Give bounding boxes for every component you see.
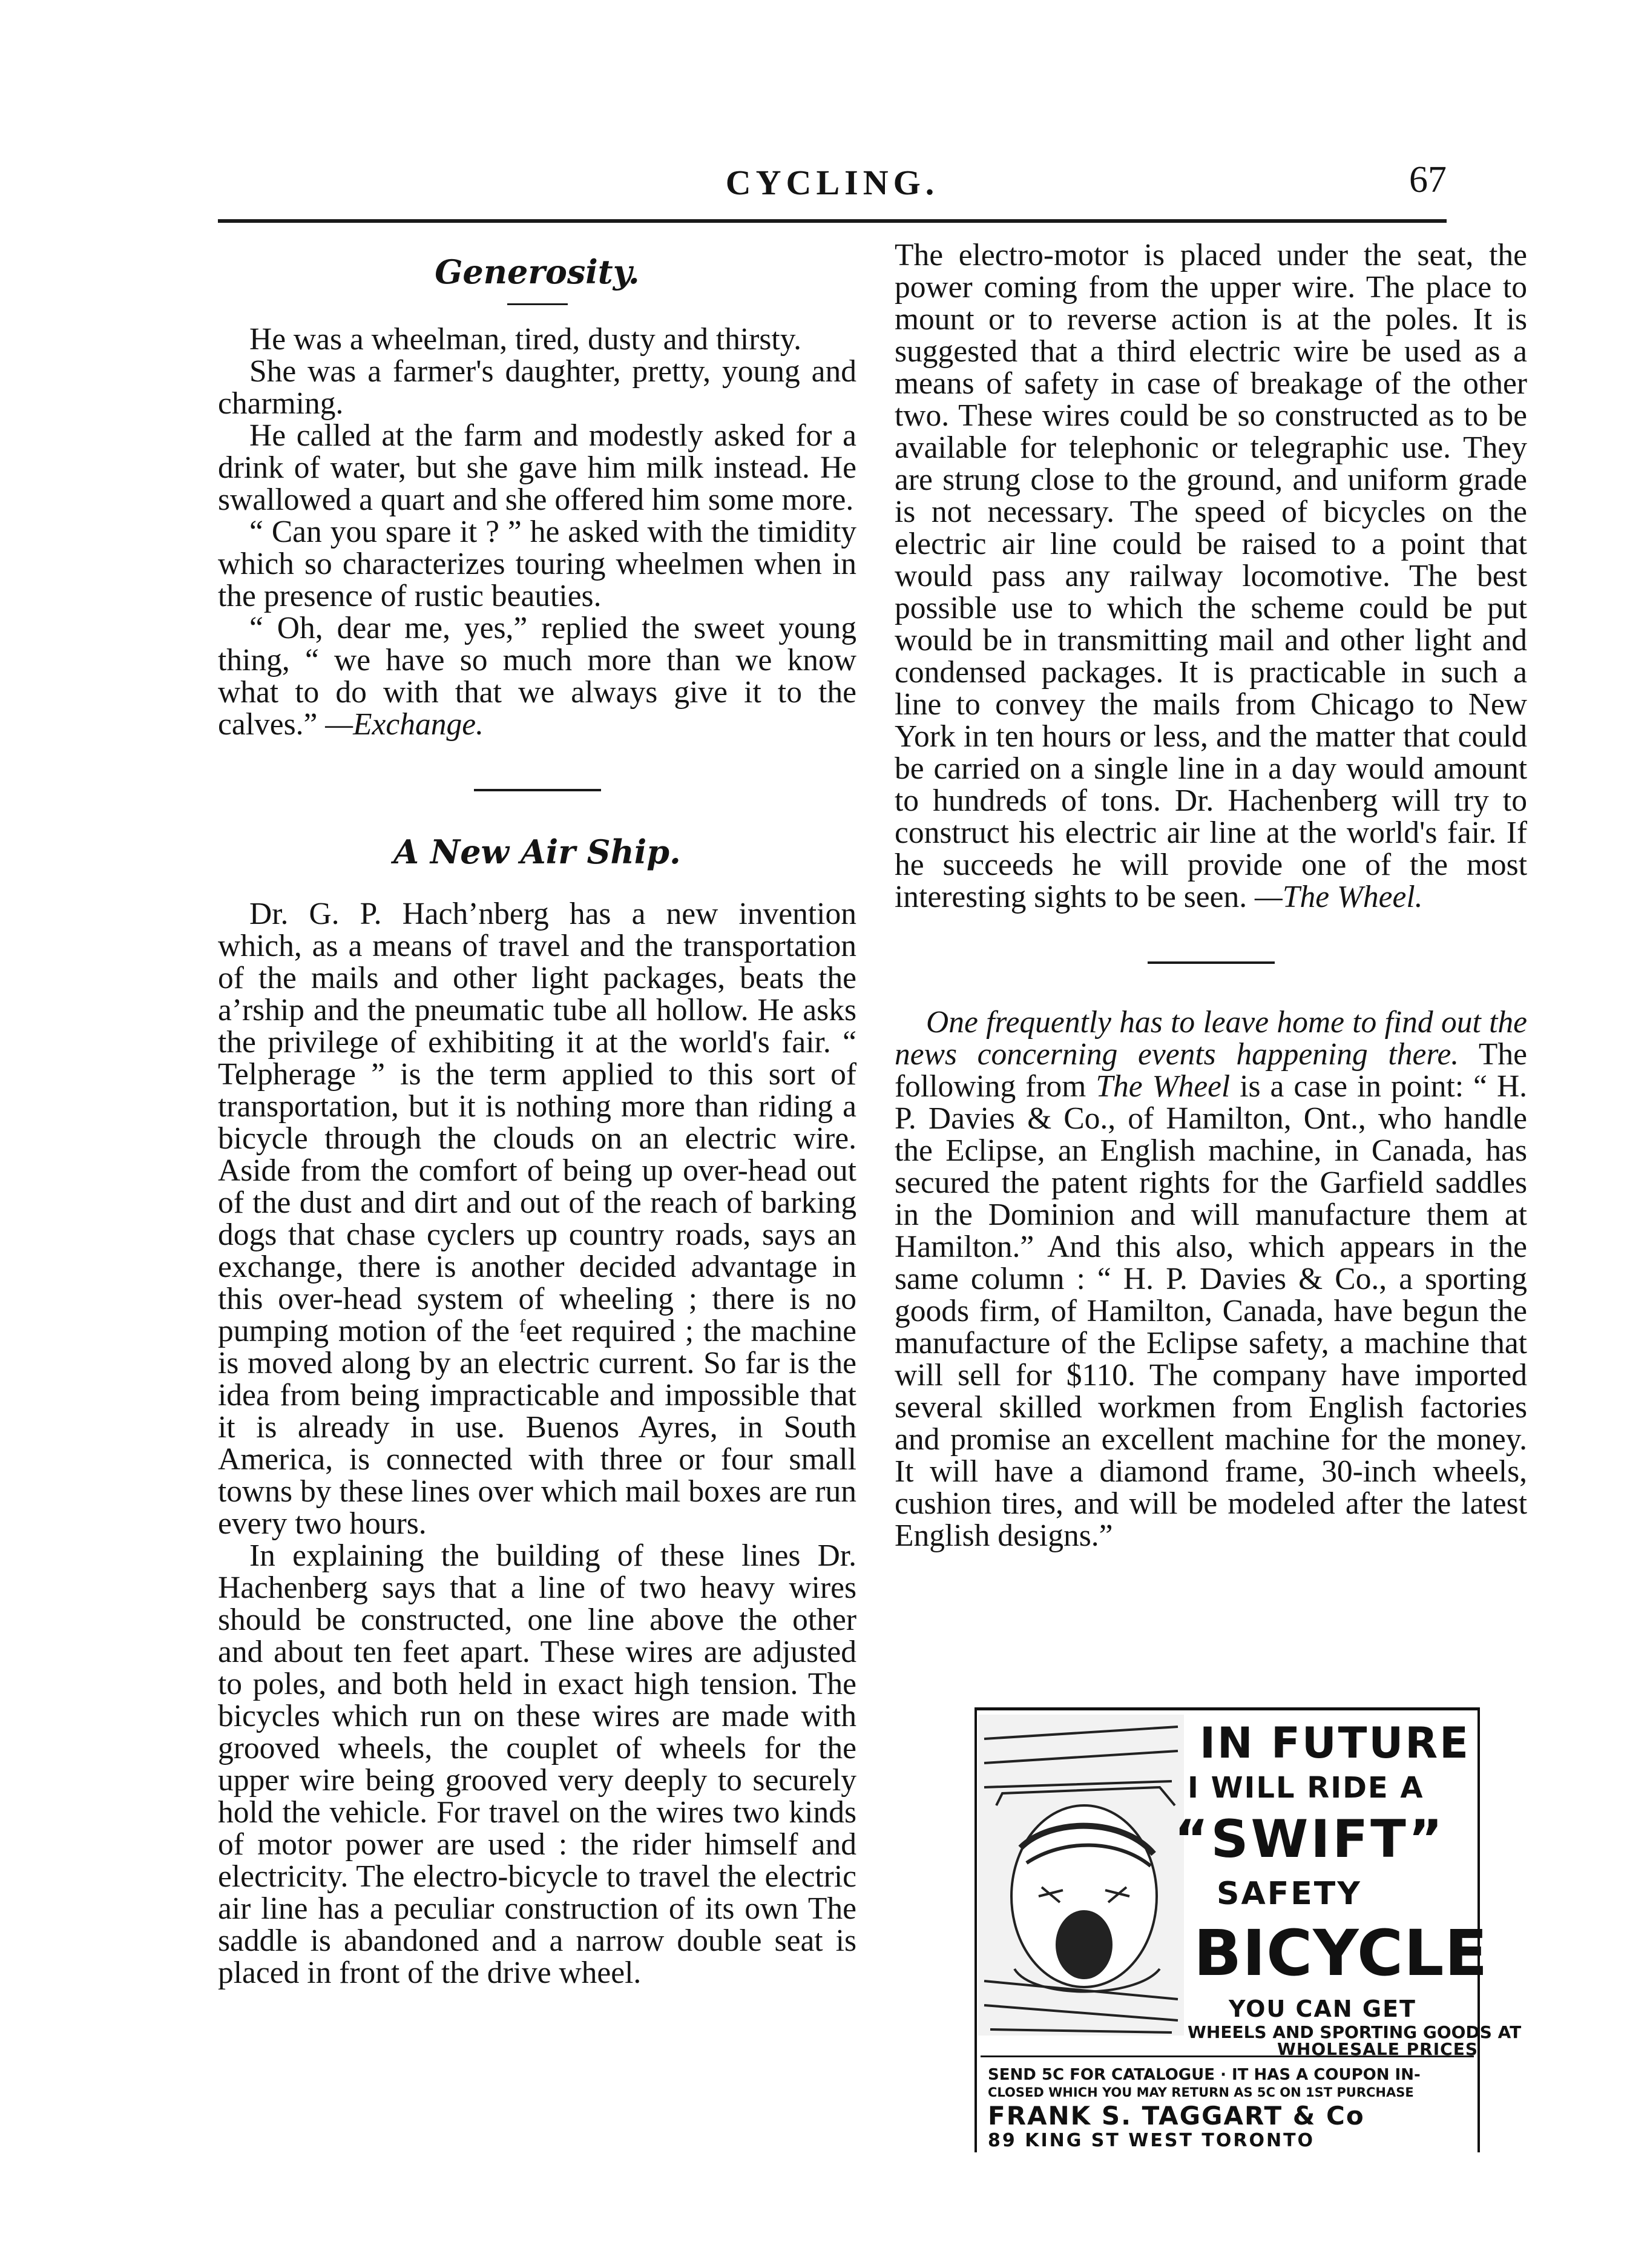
generosity-paragraph: He was a wheelman, tired, dusty and thirsty. [249,322,801,357]
ad-divider [981,2055,1474,2057]
title-underline [507,303,568,305]
ad-headline: IN FUTURE [1200,1718,1470,1768]
ad-line-safety: SAFETY [1217,1876,1362,1912]
section-separator [474,789,601,791]
ad-line-wheels: WHEELS AND SPORTING GOODS AT [1188,2022,1522,2042]
cyclist-face-illustration [978,1715,1184,2036]
generosity-last-text: “ Oh, dear me, yes,” replied the sweet young thing, “ we have so much more than we know what to do with that we always give it to the calves.” [218,611,856,742]
generosity-paragraph: She was a farmer's daughter, pretty, young and charming. [218,354,856,421]
swift-bicycle-advertisement [975,1707,1522,2152]
generosity-title: Generosity. [435,252,640,291]
running-title: CYCLING. [725,163,939,202]
air-ship-paragraph: Dr. G. P. Hachʼnberg has a new invention which, as a means of travel and the transportation of the mails and other light packages, beats the aʼrship and the pneumatic tube all hollow. He asks the privilege of exhibiting it at the world's fair. “ Telpherage ” is the term applied to this sort of transportation, but it is nothing more than riding a bicycle through the clouds on an electric wire. Aside from the comfort of being up over-head out of the dust and dirt and out of the reach of barking dogs that chase cyclers up country roads, says an exchange, there is another decided advantage in this over-head system of wheeling ; there is no pumping motion of the ᶠeet required ; the machine is moved along by an electric current. So far is the idea from being impracticable and impossible that it is already in use. Buenos Ayres, in South America, is connected with three or four small towns by these lines over which mail boxes are run every two hours. [218,897,856,1541]
air-ship-title: A New Air Ship. [393,832,681,871]
news-body-2: is a case in point: “ H. P. Davies & Co., of Hamilton, Ont., who handle the Eclipse, an English machine, in Canada, has secured the patent rights for the Garfield saddles in the Dominion and will manufacture them at Hamilton.” And this also, which appears in the same column : “ H. P. Davies & Co., a sporting goods firm, of Hamilton, Canada, have begun the manufacture of the Eclipse safety, a machine that will sell for $110. The company have imported several skilled workmen from English factories and promise an excellent machine for the money. It will have a diamond frame, 30-inch wheels, cushion tires, and will be modeled after the latest English designs.” [895,1069,1528,1553]
ad-line-prices: WHOLESALE PRICES [1277,2039,1478,2059]
title-spacer [218,870,856,898]
news-paragraph [895,1006,1527,1552]
generosity-paragraph [218,612,856,740]
ad-footer-coupon: CLOSED WHICH YOU MAY RETURN AS 5C ON 1ST PURCHASE [988,2085,1414,2100]
header-rule [218,219,1447,223]
ad-footer-address: 89 KING ST WEST TORONTO [988,2130,1315,2151]
generosity-paragraph: He called at the farm and modestly asked for a drink of water, but she gave him milk instead. He swallowed a quart and she offered him some more. [218,418,856,517]
air-ship-continued-text: The electro-motor is placed under the seat, the power coming from the upper wire. The place to mount or to reverse action is at the poles. It is suggested that a third electric wire be used as a means of safety in case of breakage of the other two. These wires could be so constructed as to be available for telephonic or telegraphic use. They are strung close to the ground, and uniform grade is not necessary. The speed of bicycles on the electric air line could be raised to a point that would pass any railway locomotive. The best possible use to which the scheme could be put would be in transmitting mail and other light and condensed packages. It is practicable in such a line to convey the mails from Chicago to New York in ten hours or less, and the matter that could be carried on a single line in a day would amount to hundreds of tons. Dr. Hachenberg will try to construct his electric air line at the world's fair. If he succeeds he will provide one of the most interesting sights to be seen. [895,238,1527,914]
ad-line-get: YOU CAN GET [1229,1996,1416,2022]
air-ship-source: —The Wheel. [1255,880,1423,914]
ad-line-ride: I WILL RIDE A [1188,1771,1424,1805]
ad-footer-company: FRANK S. TAGGART & Co [988,2101,1365,2131]
ad-line-bicycle: BICYCLE [1194,1916,1488,1990]
generosity-paragraph: “ Can you spare it ? ” he asked with the timidity which so characterizes touring wheelmen when in the presence of rustic beauties. [218,515,856,613]
section-separator [1148,961,1275,964]
left-column [218,239,856,1989]
generosity-source: —Exchange. [325,707,484,742]
ad-footer-catalogue: SEND 5C FOR CATALOGUE · IT HAS A COUPON IN- [988,2066,1421,2084]
page-header [218,151,1447,218]
page-number: 67 [1409,159,1447,200]
air-ship-paragraph: In explaining the building of these lines Dr. Hachenberg says that a line of two heavy wires should be constructed, one line above the other and about ten feet apart. These wires are adjusted to poles, and both held in exact high tension. The bicycles which run on these wires are made with grooved wheels, the couplet of wheels for the upper wire being grooved very deeply to securely hold the vehicle. For travel on the wires two kinds of motor power are used : the rider himself and electricity. The electro-bicycle to travel the electric air line has a peculiar construction of its own The saddle is abandoned and a narrow double seat is placed in front of the drive wheel. [218,1538,856,1990]
news-intro: One frequently has to leave home to find out the news concerning events happening there. [895,1005,1527,1072]
right-column [895,239,1527,1552]
news-source-name: The Wheel [1096,1069,1231,1104]
ad-brand-name: “SWIFT” [1174,1809,1445,1870]
air-ship-paragraph [895,239,1527,913]
news-body-1: The following from [895,1037,1527,1104]
